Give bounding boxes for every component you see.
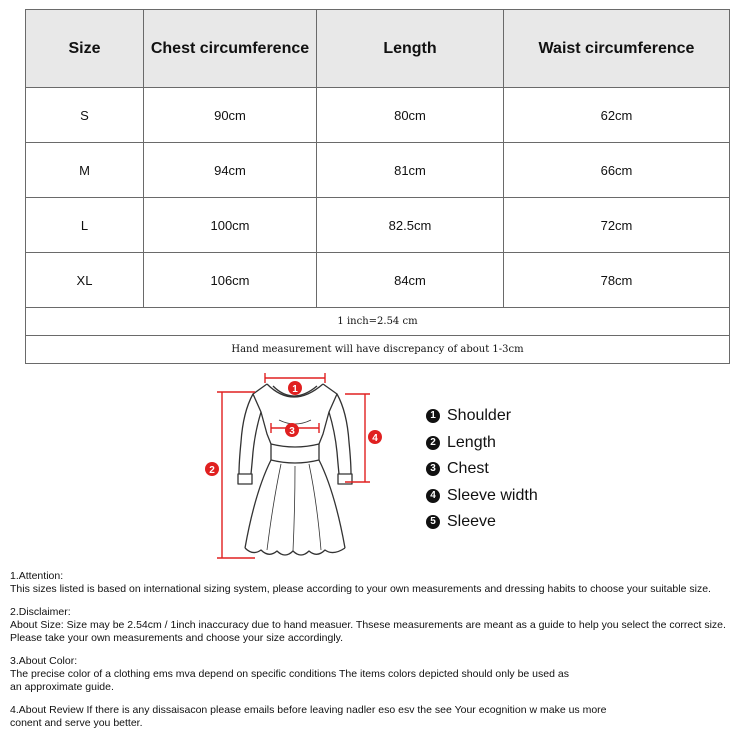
- svg-text:1: 1: [292, 384, 298, 395]
- table-row: [26, 253, 730, 308]
- dress-measurement-diagram: [195, 372, 395, 567]
- cell-size: S: [26, 88, 144, 143]
- measurement-legend: [426, 403, 538, 536]
- note-line: About Size: Size may be 2.54cm / 1inch inaccuracy due to hand measuer. Thsese measurements are meant as a guide to help you select the correct size.: [10, 619, 726, 631]
- note-line: an approximate guide.: [10, 681, 114, 693]
- cell-chest: 94cm: [144, 143, 317, 198]
- table-note-row: [26, 308, 730, 336]
- table-header-row: [26, 10, 730, 88]
- note-line: The precise color of a clothing ems mva depend on specific conditions The items colors depicted should only be used as: [10, 668, 569, 680]
- cell-chest: 90cm: [144, 88, 317, 143]
- note-title: 4.About Review If there is any dissaisacon please emails before leaving nadler eso esv the see Your ecognition w make us more: [10, 704, 607, 716]
- legend-number: 4: [426, 489, 440, 503]
- note-disclaimer: [10, 606, 745, 645]
- header-waist: Waist circumference: [504, 10, 730, 88]
- legend-number: 5: [426, 515, 440, 529]
- cell-length: 82.5cm: [317, 198, 504, 253]
- inch-conversion-note: 1 inch=2.54 cm: [26, 308, 730, 336]
- note-title: 1.Attention:: [10, 570, 64, 582]
- cell-size: XL: [26, 253, 144, 308]
- legend-number: 3: [426, 462, 440, 476]
- marker-1: [288, 381, 302, 395]
- legend-number: 2: [426, 436, 440, 450]
- cell-length: 80cm: [317, 88, 504, 143]
- svg-text:2: 2: [209, 465, 215, 476]
- header-size: Size: [26, 10, 144, 88]
- legend-number: 1: [426, 409, 440, 423]
- legend-label: Chest: [447, 460, 489, 478]
- legend-item: [426, 430, 538, 457]
- table-row: [26, 88, 730, 143]
- legend-label: Sleeve width: [447, 486, 538, 504]
- cell-waist: 72cm: [504, 198, 730, 253]
- note-line: Please take your own measurements and choose your size accordingly.: [10, 632, 344, 644]
- notes-section: [10, 570, 745, 740]
- table-note-row: [26, 336, 730, 364]
- header-chest: Chest circumference: [144, 10, 317, 88]
- note-title: 2.Disclaimer:: [10, 606, 71, 618]
- cell-size: L: [26, 198, 144, 253]
- note-title: 3.About Color:: [10, 655, 78, 667]
- cell-chest: 100cm: [144, 198, 317, 253]
- cell-length: 84cm: [317, 253, 504, 308]
- cell-length: 81cm: [317, 143, 504, 198]
- hand-measurement-note: Hand measurement will have discrepancy of about 1-3cm: [26, 336, 730, 364]
- legend-item: [426, 403, 538, 430]
- note-about-review: [10, 704, 745, 730]
- dress-outline-illustration: [195, 372, 395, 567]
- marker-4: [368, 430, 382, 444]
- marker-2: [205, 462, 219, 476]
- legend-label: Shoulder: [447, 407, 512, 425]
- legend-item: [426, 483, 538, 510]
- legend-item: [426, 456, 538, 483]
- cell-waist: 62cm: [504, 88, 730, 143]
- note-attention: [10, 570, 745, 596]
- cell-chest: 106cm: [144, 253, 317, 308]
- table-row: [26, 143, 730, 198]
- note-line: This sizes listed is based on international sizing system, please according to your own measurements and dressing habits to choose your suitable size.: [10, 583, 711, 595]
- legend-item: [426, 509, 538, 536]
- legend-label: Sleeve: [447, 513, 496, 531]
- marker-3: [285, 423, 299, 437]
- legend-label: Length: [447, 433, 496, 451]
- svg-text:3: 3: [289, 426, 295, 437]
- cell-size: M: [26, 143, 144, 198]
- svg-text:4: 4: [372, 433, 378, 444]
- header-length: Length: [317, 10, 504, 88]
- cell-waist: 66cm: [504, 143, 730, 198]
- cell-waist: 78cm: [504, 253, 730, 308]
- table-row: [26, 198, 730, 253]
- dress-drawing: [238, 384, 352, 555]
- size-chart-table: [25, 9, 730, 364]
- note-line: conent and serve you better.: [10, 717, 143, 729]
- note-about-color: [10, 655, 745, 694]
